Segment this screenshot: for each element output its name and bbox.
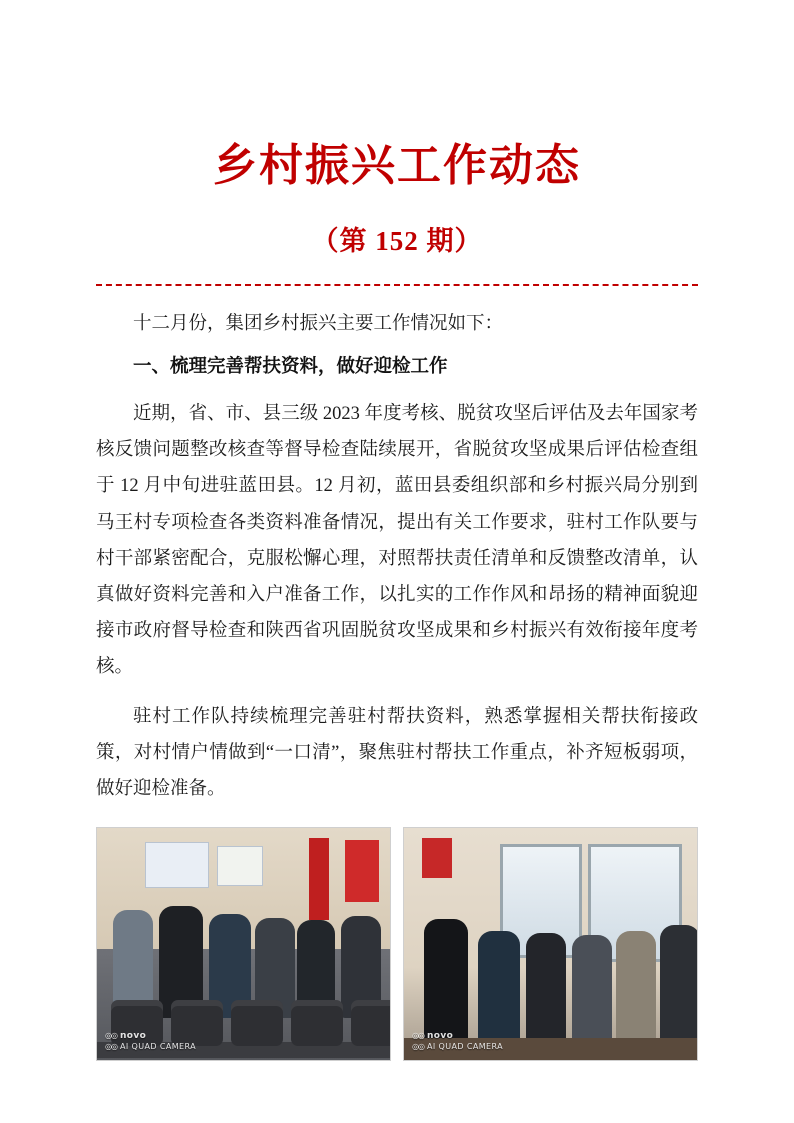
person-figure	[660, 925, 698, 1051]
person-figure	[616, 931, 656, 1051]
poster-secondary-icon	[217, 846, 263, 886]
red-sign-icon	[422, 838, 452, 878]
person-figure	[572, 935, 612, 1051]
photo-row	[96, 827, 698, 1061]
camera-watermark: ◎◎ novo ◎◎ AI QUAD CAMERA	[412, 1031, 503, 1052]
person-figure	[526, 933, 566, 1051]
backpack-icon	[291, 1000, 343, 1046]
issue-number: （第 152 期）	[311, 225, 483, 256]
photo-left	[96, 827, 391, 1061]
backpack-icon	[231, 1000, 283, 1046]
camera-watermark: ◎◎ novo ◎◎ AI QUAD CAMERA	[105, 1031, 196, 1052]
red-board-icon	[345, 840, 379, 902]
paragraph-body-1: 近期，省、市、县三级 2023 年度考核、脱贫攻坚后评估及去年国家考核反馈问题整改核查等督导检查陆续展开，省脱贫攻坚成果后评估检查组于 12 月中旬进驻蓝田县。12 月初，蓝田县委组织部和乡村振兴局分别到马王村专项检查各类资料准备情况，提出有关工作要求，驻村工作队要与村干部紧密配合，克服松懈心理，对照帮扶责任清单和反馈整改清单，认真做好资料完善和入户准备工作，以扎实的工作作风和昂扬的精神面貌迎接市政府督导检查和陕西省巩固脱贫攻坚成果和乡村振兴有效衔接年度考核。	[96, 404, 698, 677]
paragraph-intro: 十二月份，集团乡村振兴主要工作情况如下：	[133, 313, 504, 334]
page-title: 乡村振兴工作动态	[213, 141, 581, 190]
poster-icon	[145, 842, 209, 888]
red-divider	[96, 284, 698, 286]
backpack-icon	[351, 1000, 391, 1046]
red-banner-icon	[309, 838, 329, 920]
paragraph-body-2: 驻村工作队持续梳理完善驻村帮扶资料，熟悉掌握相关帮扶衔接政策，对村情户情做到“一口清”，聚焦驻村帮扶工作重点，补齐短板弱项，做好迎检准备。	[96, 706, 698, 799]
photo-right	[403, 827, 698, 1061]
section-heading-1: 一、梳理完善帮扶资料，做好迎检工作	[133, 355, 448, 377]
